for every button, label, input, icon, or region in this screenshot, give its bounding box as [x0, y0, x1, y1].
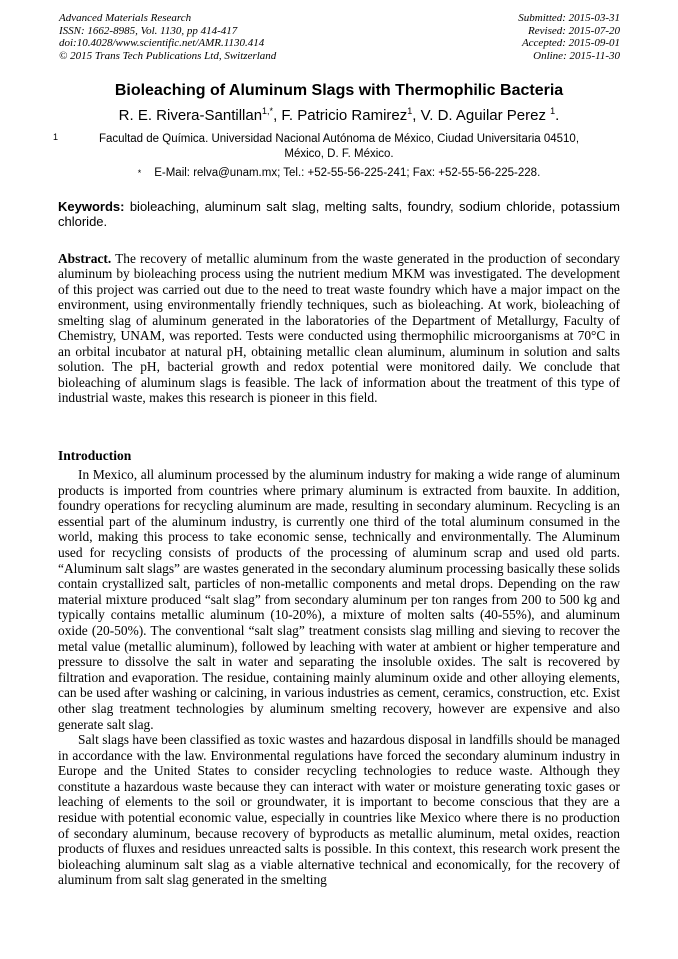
submission-dates [518, 12, 620, 62]
affiliation-line-2: México, D. F. México. [284, 147, 394, 160]
abstract-text: The recovery of metallic aluminum from the waste generated in the production of secondary aluminum by bioleaching process using the nutrient medium MKM was investigated. The development of this project was carried out due to the need to treat waste foundry which have a major impact on the environment, using environmentally friendly techniques, such as bioleaching. At work, bioleaching of smelting slag of aluminum generated in the laboratories of the Department of Metallurgy, Faculty of Chemistry, UNAM, was reported. Tests were conducted using thermophilic microorganisms at 70°C in an orbital incubator at natural pH, obtaining metallic clean aluminum, aluminum in solution and salts solution. The pH, bacterial growth and redox potential were monitored daily. We conclude that bioleaching of aluminum slags is feasible. The lack of information about the treatment of this type of industrial waste, makes this research is pioneer in this field. [58, 251, 621, 406]
contact-line [0, 166, 678, 180]
introduction-paragraph-2: Salt slags have been classified as toxic wastes and hazardous disposal in landfills should be managed in accordance with the law. Environmental regulations have forced the secondary aluminum industry in Europe and the United States to consider recycling technologies to reduce waste. Although they constitute a hazardous waste because they can interact with water or moisture generating toxic gases or leaching of elements to the soil or groundwater, it is important to become conscious that they are a residue with potential economic value, especially in countries like Mexico where there is no production of secondary aluminum, because recovery of byproducts as metallic aluminum, metal oxides, reaction products of fluxes and residues unreacted salts is possible. In this context, this research work present the bioleaching aluminum salt slag as a viable alternative technical and economically, for the recovery of aluminum from salt slag generated in the smelting [58, 732, 620, 888]
journal-doi: doi:10.4028/www.scientific.net/AMR.1130.414 [59, 37, 265, 49]
author-3: , V. D. Aguilar Perez [412, 107, 551, 124]
introduction-paragraph-1: In Mexico, all aluminum processed by the aluminum industry for making a wide range of aluminum products is imported from countries where primary aluminum is extracted from bauxite. In addition, foundry operations for recycling aluminum are made, resulting in secondary aluminum. Recycling is an essential part of the aluminum industry, is currently one third of the total aluminum consumed in the world, making this process to take economic sense, technically and environmentally. The Aluminum used for recycling consists of products of the processing of aluminum scrap and used old parts. “Aluminum salt slags” are wastes generated in the secondary aluminum processing basically these solids contain crystallized salt, particles of non-metallic components and metal drops. Depending on the raw material mixture produced “salt slag” from secondary aluminum per ton ranges from 200 to 500 kg and typically contains metallic aluminum (10-20%), a mixture of molten salts (40-55%), and aluminum oxide (20-50%). The conventional “salt slag” treatment consists slag milling and sieving to recover the metal value (metallic aluminum), followed by leaching with water at ambient or higher temperature and pressure to dissolve the salt in water and separating the insoluble oxides. The salt is recovered by filtration and evaporation. The residue, containing mainly aluminum oxide and other alloying elements, can be used after washing or calcining, in various industries as cement, ceramics, construction, etc. Exist other slag treatment technologies by aluminum smelting recovery, however are expensive and also generate salt slag. [58, 467, 620, 732]
introduction-heading: Introduction [58, 448, 132, 463]
keywords [58, 199, 620, 229]
abstract-label: Abstract. [58, 251, 112, 266]
date-revised: Revised: 2015-07-20 [528, 24, 620, 37]
affiliation [0, 132, 678, 161]
author-2-superscript: 1 [407, 106, 413, 116]
date-online: Online: 2015-11-30 [533, 49, 620, 62]
author-1: R. E. Rivera-Santillan [118, 107, 263, 124]
keywords-label: Keywords: [58, 199, 125, 214]
author-1-superscript: 1,* [262, 106, 274, 116]
contact-text: E-Mail: relva@unam.mx; Tel.: +52-55-56-225-241; Fax: +52-55-56-225-228. [154, 167, 541, 179]
abstract [58, 251, 620, 406]
author-3-superscript: 1 [550, 106, 556, 116]
journal-issn: ISSN: 1662-8985, Vol. 1130, pp 414-417 [59, 24, 238, 37]
date-accepted: Accepted: 2015-09-01 [521, 37, 620, 49]
author-line [0, 102, 678, 125]
journal-header [59, 12, 620, 62]
paper-title: Bioleaching of Aluminum Slags with Thermophilic Bacteria [114, 82, 564, 99]
affiliation-line-1: Facultad de Química. Universidad Nacional Autónoma de México, Ciudad Universitaria 04510, [98, 133, 580, 145]
affiliation-marker: 1 [53, 132, 59, 142]
contact-marker: * [137, 168, 142, 178]
introduction-body [58, 467, 620, 888]
keywords-text: bioleaching, aluminum salt slag, melting salts, foundry, sodium chloride, potassium chloride. [58, 199, 620, 229]
author-2: , F. Patricio Ramirez [273, 107, 408, 124]
date-submitted: Submitted: 2015-03-31 [518, 12, 620, 24]
journal-info [59, 12, 276, 62]
journal-name: Advanced Materials Research [59, 12, 192, 24]
journal-copyright: © 2015 Trans Tech Publications Ltd, Switzerland [59, 49, 277, 62]
author-line-period: . [555, 107, 560, 124]
